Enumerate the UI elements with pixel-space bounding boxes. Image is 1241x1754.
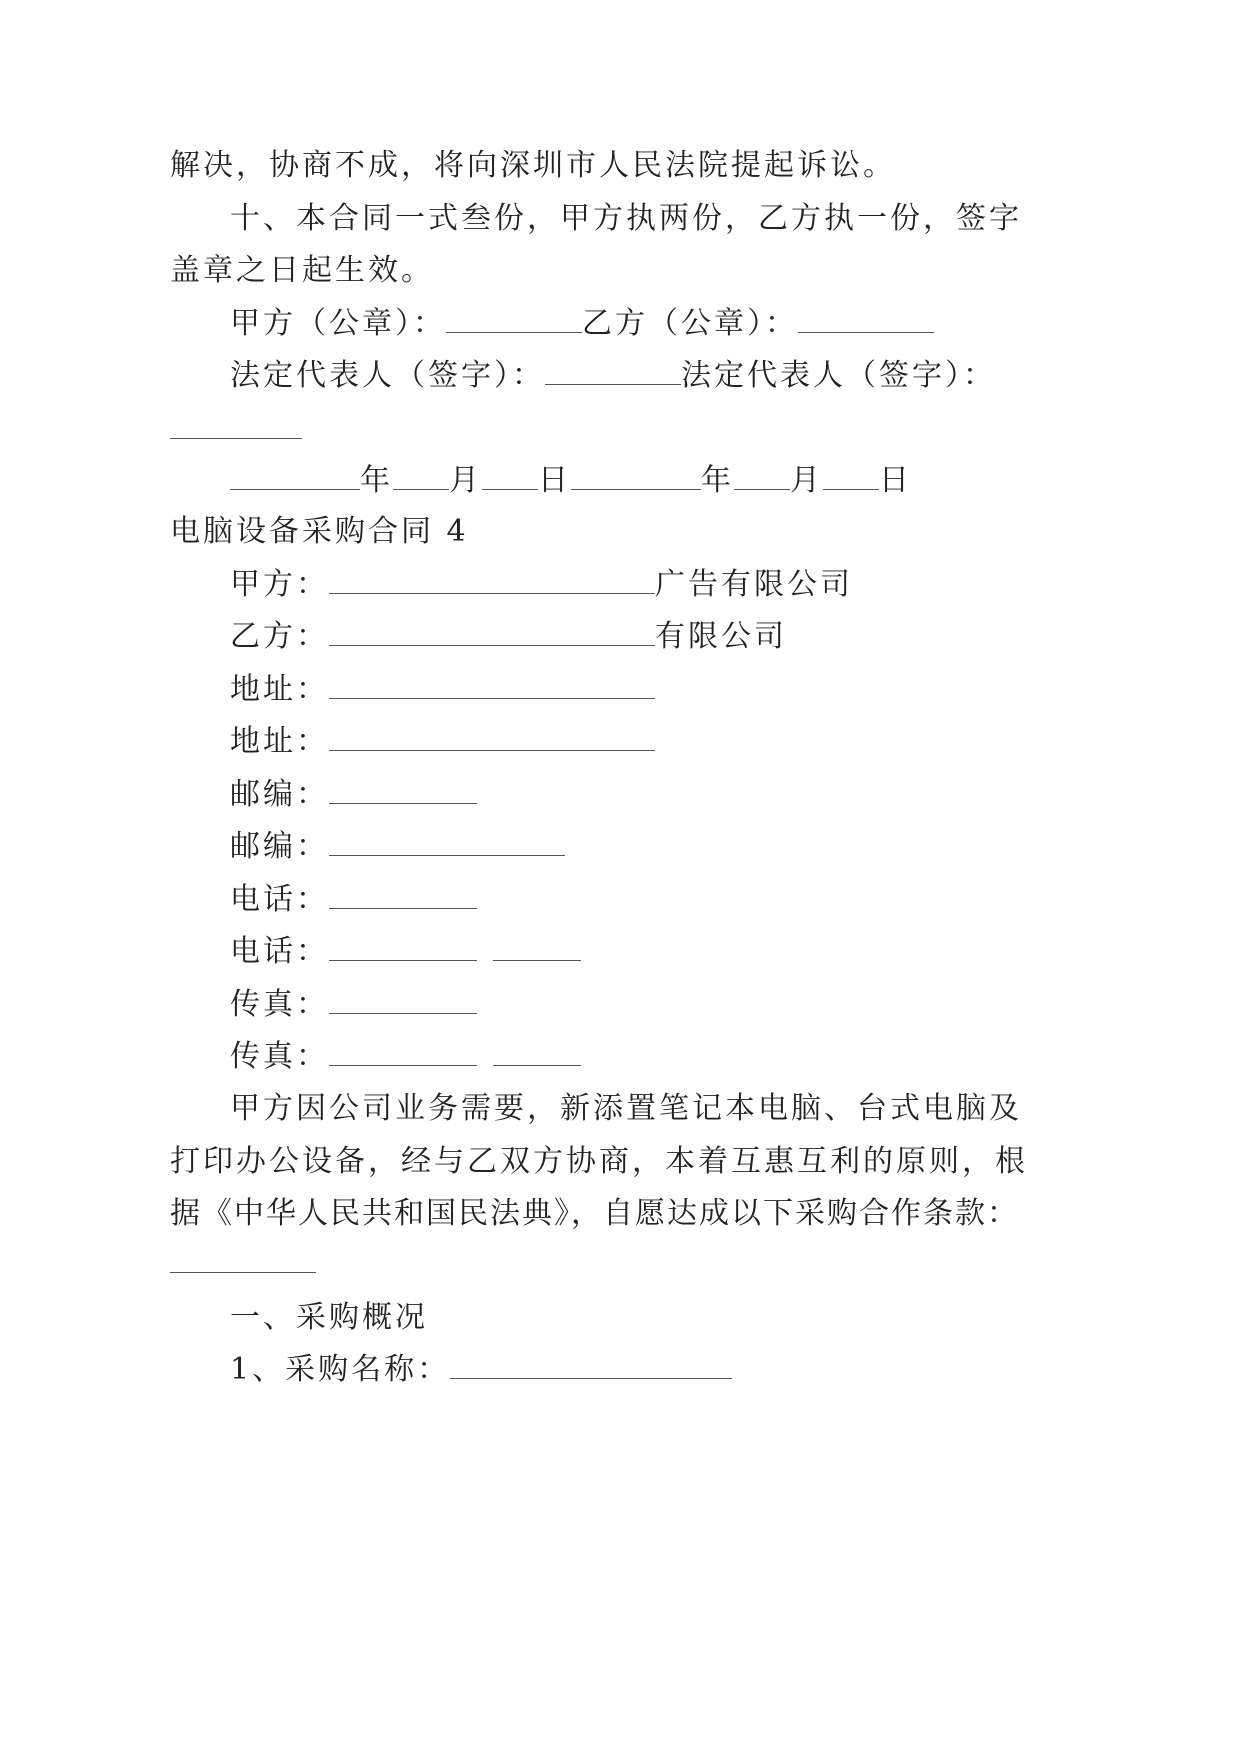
- party-b-seal-blank[interactable]: [798, 306, 934, 333]
- day-label: 日: [538, 463, 571, 498]
- party-b-suffix: 有限公司: [655, 619, 787, 654]
- party-a-blank[interactable]: [329, 567, 655, 594]
- day-blank-b[interactable]: [823, 463, 879, 490]
- text-line: [170, 251, 1241, 291]
- address-blank[interactable]: [329, 724, 655, 751]
- month-label: 月: [449, 463, 482, 498]
- fax-blank[interactable]: [329, 987, 477, 1014]
- party-b-rep-label: 法定代表人（签字）：: [681, 358, 996, 393]
- party-b-blank[interactable]: [329, 619, 655, 646]
- postcode-line-a: [230, 775, 1241, 815]
- body-text: 据《中华人民共和国民法典》，自愿达成以下采购合作条款：: [170, 1196, 1019, 1231]
- month-label: 月: [790, 463, 823, 498]
- text-line: [170, 1142, 1241, 1182]
- party-a-label: 甲方：: [230, 567, 329, 602]
- phone-label: 电话：: [230, 934, 329, 969]
- fax-blank-extra[interactable]: [493, 1039, 581, 1066]
- party-b-label: 乙方：: [230, 619, 329, 654]
- phone-line-b: [230, 932, 1241, 972]
- year-blank-a[interactable]: [230, 463, 360, 490]
- signature-line-seal: [230, 304, 1241, 344]
- year-label: 年: [360, 463, 393, 498]
- section-heading-line: [230, 1298, 1241, 1338]
- address-line-b: [230, 722, 1241, 762]
- text-line: [230, 1089, 1241, 1129]
- contract-title-line: [170, 512, 1241, 552]
- body-text: 甲方因公司业务需要，新添置笔记本电脑、台式电脑及: [230, 1091, 1022, 1126]
- section-heading: 一、采购概况: [230, 1300, 428, 1335]
- party-a-suffix: 广告有限公司: [655, 567, 853, 602]
- fax-line-b: [230, 1037, 1241, 1077]
- body-text: 解决，协商不成，将向深圳市人民法院提起诉讼。: [170, 148, 896, 183]
- day-label: 日: [879, 463, 912, 498]
- phone-blank[interactable]: [329, 882, 477, 909]
- fax-label: 传真：: [230, 1039, 329, 1074]
- postcode-blank[interactable]: [329, 777, 477, 804]
- text-line: [170, 1194, 1241, 1234]
- phone-blank-extra[interactable]: [493, 934, 581, 961]
- address-label: 地址：: [230, 672, 329, 707]
- body-text: 十、本合同一式叁份，甲方执两份，乙方执一份，签字: [230, 201, 1022, 236]
- postcode-label: 邮编：: [230, 829, 329, 864]
- phone-label: 电话：: [230, 882, 329, 917]
- postcode-line-b: [230, 827, 1241, 867]
- procurement-name-blank[interactable]: [450, 1352, 732, 1379]
- fax-label: 传真：: [230, 987, 329, 1022]
- body-text: 打印办公设备，经与乙双方协商，本着互惠互利的原则，根: [170, 1144, 1028, 1179]
- postcode-label: 邮编：: [230, 777, 329, 812]
- party-a-rep-label: 法定代表人（签字）：: [230, 358, 545, 393]
- party-a-seal-blank[interactable]: [446, 306, 582, 333]
- address-label: 地址：: [230, 724, 329, 759]
- contract-title: 电脑设备采购合同 4: [170, 514, 469, 549]
- party-a-seal-label: 甲方（公章）：: [230, 306, 446, 341]
- procurement-name-line: [230, 1350, 1241, 1390]
- text-line: [170, 146, 1241, 186]
- month-blank-b[interactable]: [734, 463, 790, 490]
- address-line-a: [230, 670, 1241, 710]
- fax-blank[interactable]: [329, 1039, 477, 1066]
- text-line: [230, 199, 1241, 239]
- signature-line-representative: [230, 356, 1241, 396]
- year-label: 年: [701, 463, 734, 498]
- party-a-rep-blank[interactable]: [545, 358, 681, 385]
- year-blank-b[interactable]: [571, 463, 701, 490]
- address-blank[interactable]: [329, 672, 655, 699]
- day-blank-a[interactable]: [482, 463, 538, 490]
- phone-line-a: [230, 880, 1241, 920]
- procurement-name-label: 1、采购名称：: [230, 1352, 451, 1387]
- body-text: 盖章之日起生效。: [170, 253, 434, 288]
- preamble-blank[interactable]: [170, 1272, 316, 1273]
- fax-line-a: [230, 985, 1241, 1025]
- phone-blank[interactable]: [329, 934, 477, 961]
- month-blank-a[interactable]: [393, 463, 449, 490]
- party-b-line: [230, 617, 1241, 657]
- party-b-seal-label: 乙方（公章）：: [582, 306, 798, 341]
- party-a-line: [230, 565, 1241, 605]
- postcode-blank[interactable]: [329, 829, 565, 856]
- party-b-rep-blank[interactable]: [170, 438, 302, 439]
- date-line: [230, 461, 1241, 501]
